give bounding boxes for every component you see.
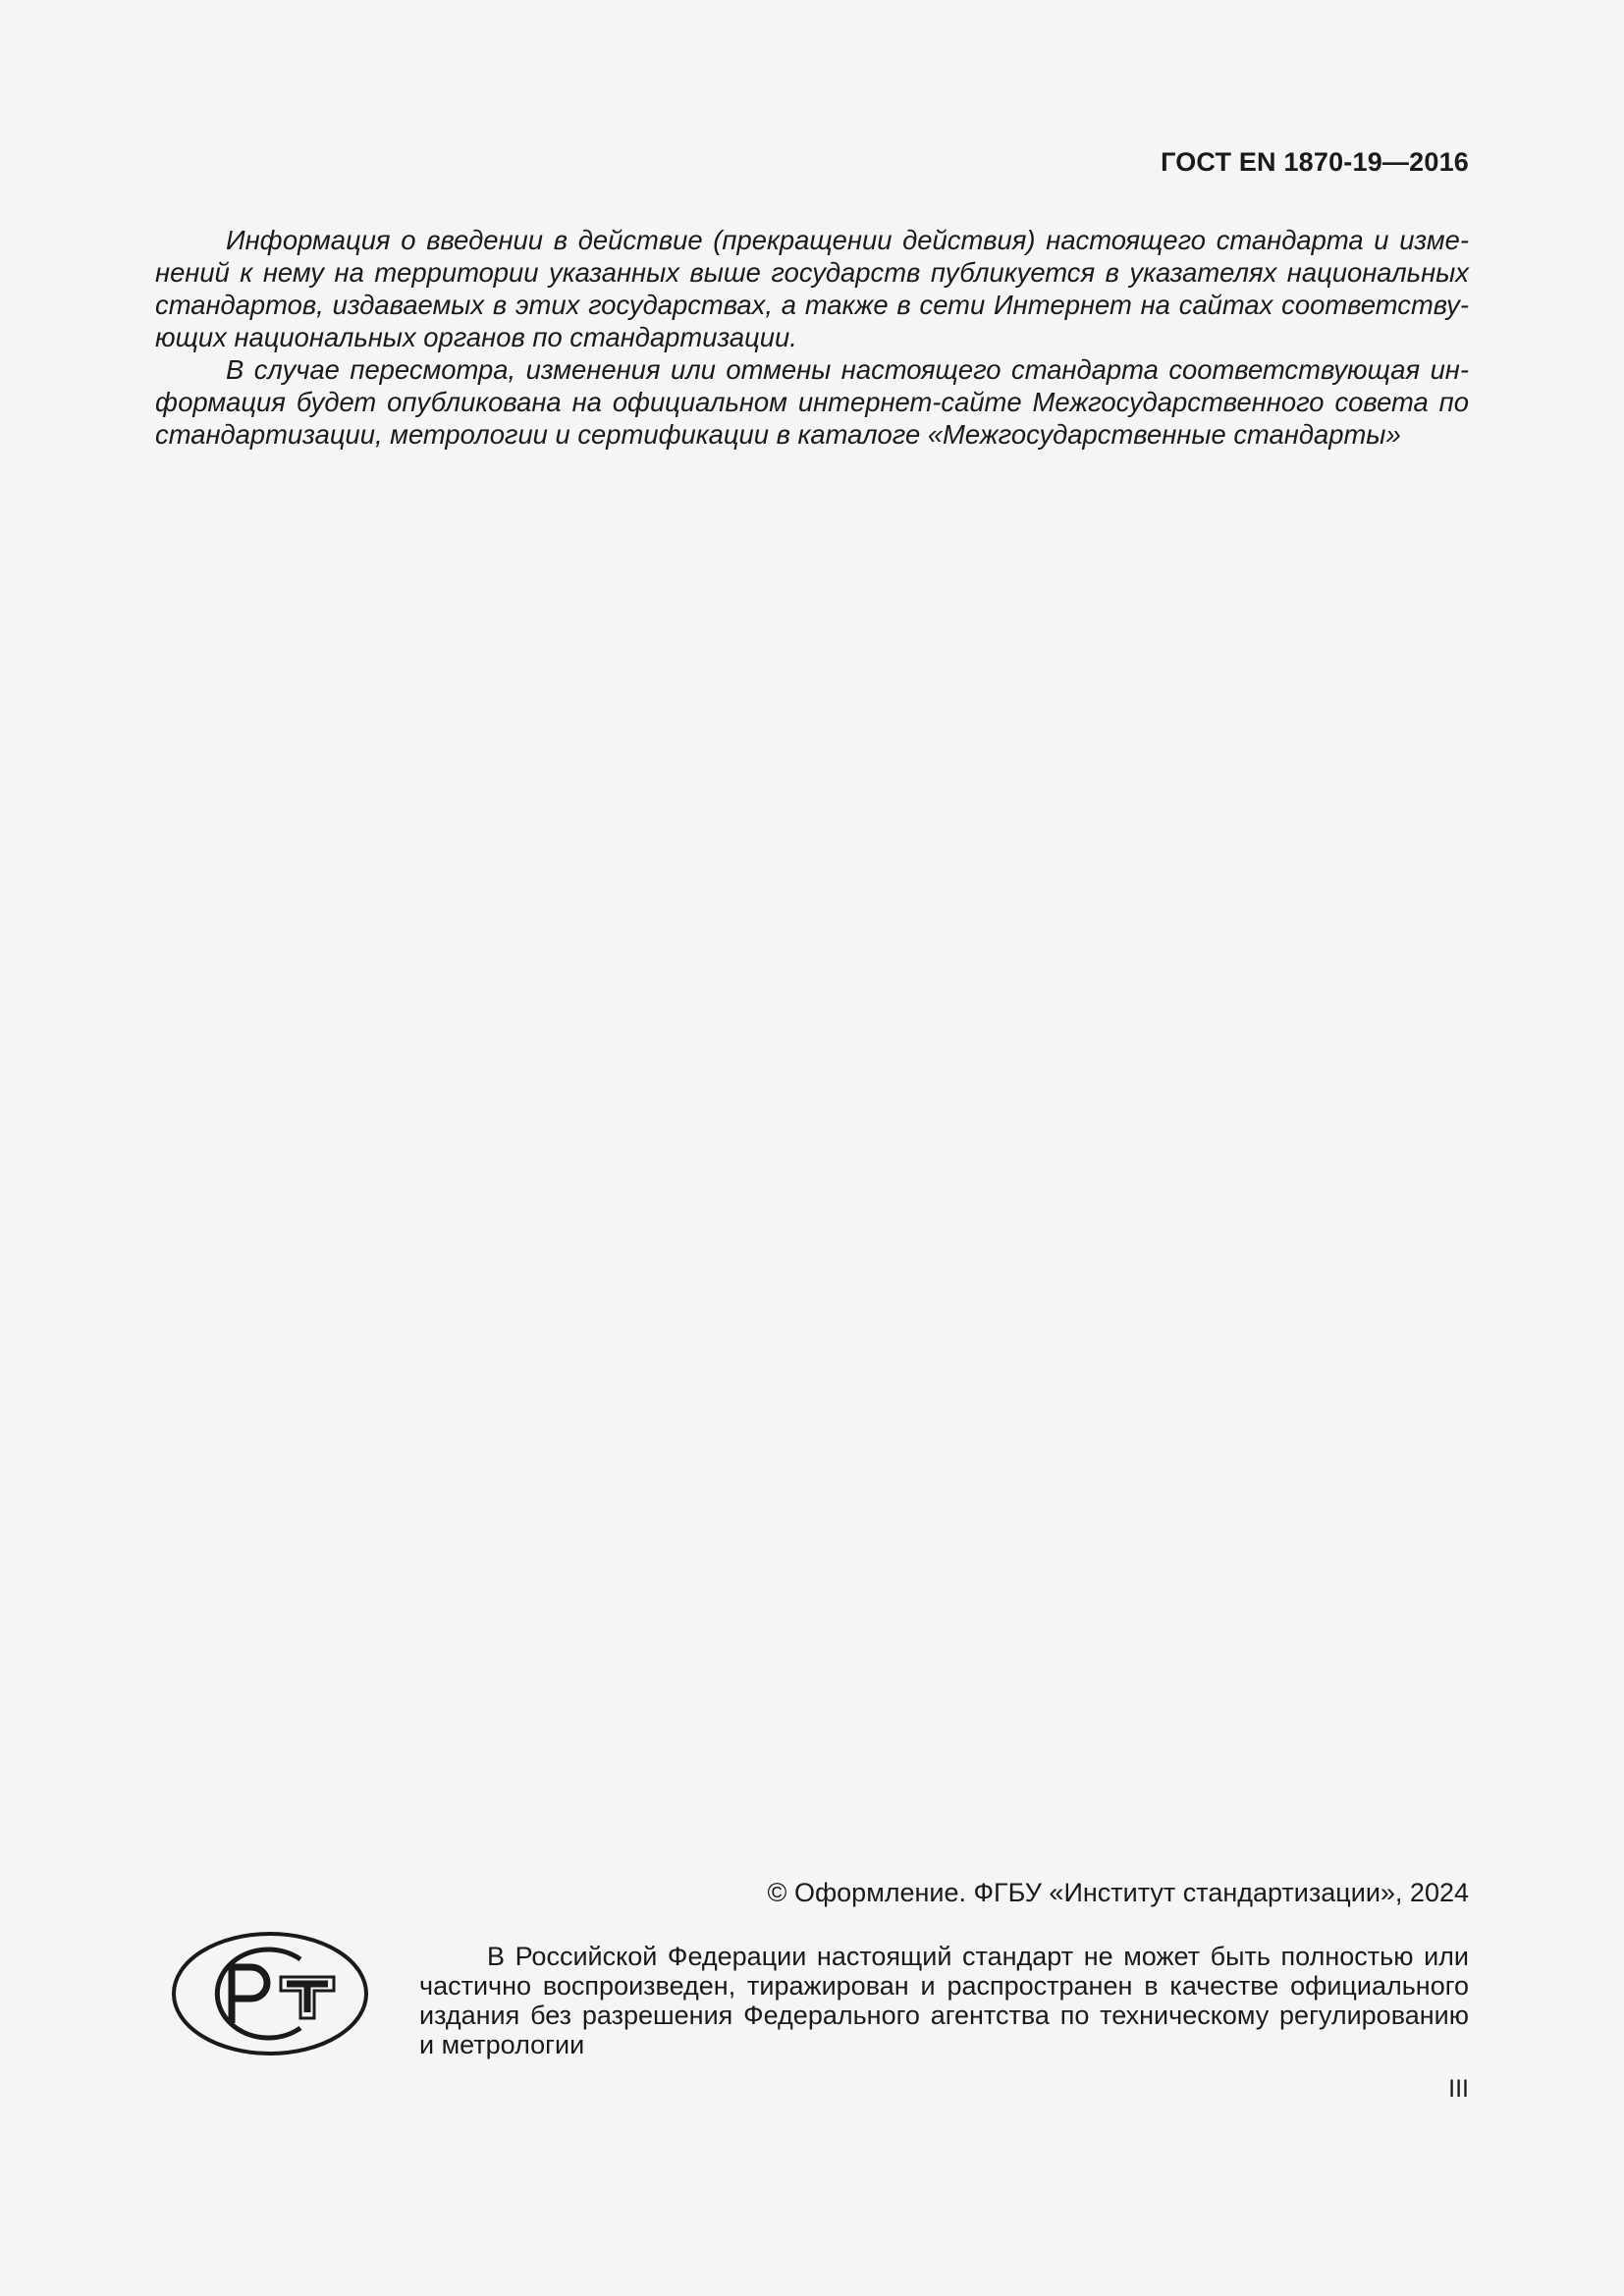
info-paragraph-2-line: формация будет опубликована на официальном интернет-сайте Межгосударственного совета по: [155, 387, 1469, 417]
legal-notice-line: издания без разрешения Федерального агентства по техническому регулированию: [419, 2001, 1469, 2030]
page-number: III: [1448, 2075, 1469, 2103]
info-paragraph-1-line: стандартов, издаваемых в этих государствах, а также в сети Интернет на сайтах соответству-: [155, 290, 1469, 320]
info-paragraph-2-line: В случае пересмотра, изменения или отмены настоящего стандарта соответствующая ин-: [226, 354, 1469, 385]
document-code: ГОСТ EN 1870-19—2016: [1161, 147, 1469, 177]
legal-notice-line: и метрологии: [419, 2030, 585, 2059]
legal-notice: [419, 1942, 1469, 2059]
info-paragraph-1-line: ющих национальных органов по стандартизации.: [155, 322, 797, 352]
publication-info: [155, 224, 1469, 451]
legal-notice-line: частично воспроизведен, тиражирован и распространен в качестве официального: [419, 1971, 1469, 2001]
copyright-notice: © Оформление. ФГБУ «Институт стандартизации», 2024: [767, 1878, 1469, 1907]
info-paragraph-1-line: нений к нему на территории указанных выше государств публикуется в указателях национальных: [155, 257, 1469, 288]
info-paragraph-2-line: стандартизации, метрологии и сертификации в каталоге «Межгосударственные стандарты»: [155, 419, 1401, 450]
info-paragraph-1-line: Информация о введении в действие (прекращении действия) настоящего стандарта и изме-: [226, 225, 1469, 255]
rst-certification-mark-icon: [171, 1930, 369, 2057]
legal-notice-line: В Российской Федерации настоящий стандарт не может быть полностью или: [487, 1942, 1469, 1971]
